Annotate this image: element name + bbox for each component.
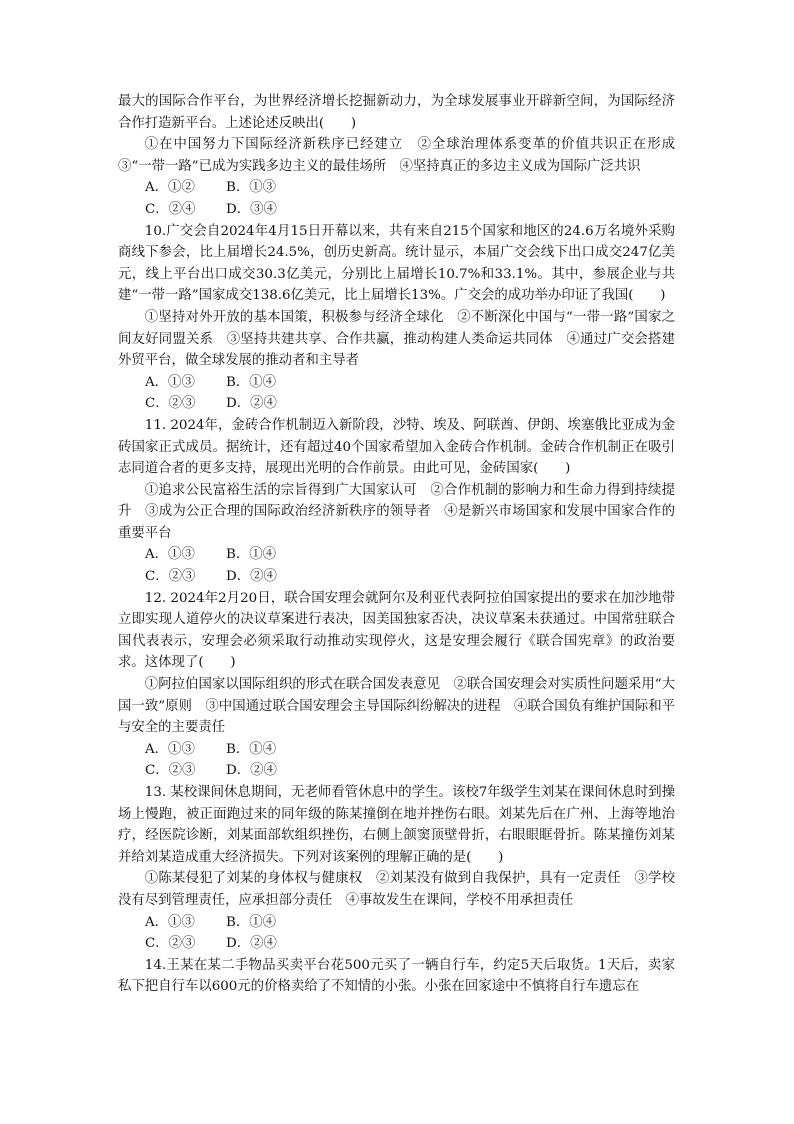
choice-b: B．①④ [226,374,277,390]
question-10-statements: ①坚持对外开放的基本国策，积极参与经济全球化 ②不断深化中国与“一带一路”国家之间友好同盟关系 ③坚持共建共享、合作共赢，推动构建人类命运共同体 ④通过广交会搭建外贸平台，做全球发展的推动者和主导者 [118,309,675,369]
question-10-choices-row-2 [118,393,675,415]
question-9-choices-row-2 [118,199,675,221]
question-11-statements: ①追求公民富裕生活的宗旨得到广大国家认可 ②合作机制的影响力和生命力得到持续提升 ③成为公正合理的国际政治经济新秩序的领导者 ④是新兴市场国家和发展中国家合作的重要平台 [118,482,675,541]
exam-page [118,91,689,998]
choice-b: B．①④ [226,741,277,757]
question-14-stem: 14.王某在某二手物品买卖平台花500元买了一辆自行车，约定5天后取货。1天后，卖家私下把自行车以600元的价格卖给了不知情的小张。小张在回家途中不慎将自行车遗忘在 [118,957,675,995]
choice-a: A．①③ [145,914,195,930]
choice-d: D．②④ [226,569,277,585]
choice-b: B．①③ [226,180,277,196]
choice-c: C．②③ [145,396,196,412]
question-11-choices-row-2 [118,566,675,588]
choice-c: C．②③ [145,763,196,779]
question-9-statements: ①在中国努力下国际经济新秩序已经建立 ②全球治理体系变革的价值共识正在形成 ③“一带一路”已成为实践多边主义的最佳场所 ④坚持真正的多边主义成为国际广泛共识 [118,137,689,174]
question-9-stem-continued: 最大的国际合作平台，为世界经济增长挖掘新动力，为全球发展事业开辟新空间，为国际经济合作打造新平台。上述论述反映出( ) [118,94,675,131]
choice-a: A．①③ [145,547,195,563]
question-13-choices-row-2 [118,933,675,955]
question-12-stem: 12. 2024年2月20日，联合国安理会就阿尔及利亚代表阿拉伯国家提出的要求在加沙地带立即实现人道停火的决议草案进行表决，因美国独家否决，决议草案未获通过。中国常驻联合国代表表示，安理会必须采取行动推动实现停火，这是安理会履行《联合国宪章》的政治要求。这体现了( ) [118,590,675,671]
question-12-choices-row-1 [118,739,675,761]
question-13-stem: 13. 某校课间休息期间，无老师看管休息中的学生。该校7年级学生刘某在课间休息时到操场上慢跑，被正面跑过来的同年级的陈某撞倒在地并挫伤右眼。刘某先后在广州、上海等地治疗，经医院诊断，刘某面部软组织挫伤，右侧上颌窦顶壁骨折，右眼眼眶骨折。陈某撞伤刘某并给刘某造成重大经济损失。下列对该案例的理解正确的是( ) [118,785,675,865]
question-13-statements: ①陈某侵犯了刘某的身体权与健康权 ②刘某没有做到自我保护，具有一定责任 ③学校没有尽到管理责任，应承担部分责任 ④事故发生在课间，学校不用承担责任 [118,871,675,908]
choice-d: D．②④ [226,763,277,779]
choice-d: D．②④ [226,936,277,952]
choice-a: A．①③ [145,741,195,757]
question-11-stem: 11. 2024年，金砖合作机制迈入新阶段，沙特、埃及、阿联酋、伊朗、埃塞俄比亚成为金砖国家正式成员。据统计，还有超过40个国家希望加入金砖合作机制。金砖合作机制正在吸引志同道合者的更多支持，展现出光明的合作前景。由此可见，金砖国家( ) [118,417,675,477]
choice-a: A．①② [145,180,195,196]
question-11-choices-row-1 [118,544,675,566]
choice-c: C．②④ [145,201,196,217]
choice-d: D．③④ [226,201,277,217]
question-10-choices-row-1 [118,372,675,394]
question-10-stem: 10.广交会自2024年4月15日开幕以来，共有来自215个国家和地区的24.6万名境外采购商线下参会，比上届增长24.5%，创历史新高。统计显示，本届广交会线下出口成交247亿美元，线上平台出口成交30.3亿美元，分别比上届增长10.7%和33.1%。其中，参展企业与共建“一带一路”国家成交138.6亿美元，比上届增长13%。广交会的成功举办印证了我国( ) [118,223,675,304]
question-13-choices-row-1 [118,912,675,934]
question-9-choices-row-1 [118,177,675,199]
choice-b: B．①④ [226,547,277,563]
question-12-statements: ①阿拉伯国家以国际组织的形式在联合国发表意见 ②联合国安理会对实质性问题采用“大国一致”原则 ③中国通过联合国安理会主导国际纠纷解决的进程 ④联合国负有维护国际和平与安全的主要责任 [118,677,675,736]
choice-c: C．②③ [145,936,196,952]
choice-a: A．①③ [145,374,195,390]
choice-d: D．②④ [226,396,277,412]
choice-b: B．①④ [226,914,277,930]
choice-c: C．②③ [145,569,196,585]
question-12-choices-row-2 [118,760,675,782]
